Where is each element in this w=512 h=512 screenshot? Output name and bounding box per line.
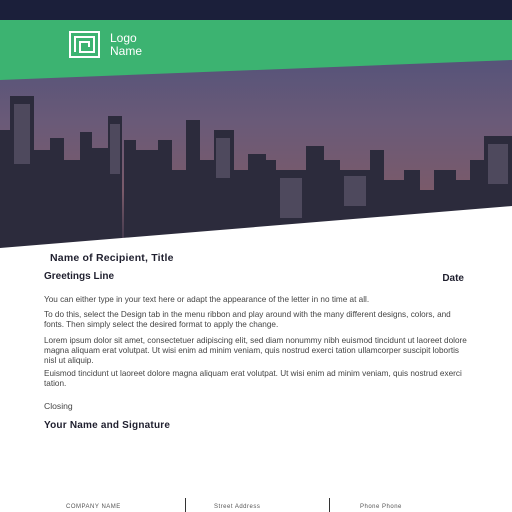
paragraph-4: Euismod tincidunt ut laoreet dolore magna aliquam erat volutpat. Ut wisi enim ad minim veniam, quis nostrud exerci tation. (44, 369, 462, 389)
footer (0, 496, 512, 512)
letter-date: Date (442, 273, 464, 284)
logo-text (110, 32, 142, 58)
footer-divider (185, 498, 186, 512)
paragraph-1: You can either type in your text here or adapt the appearance of the letter in no time at all. (44, 295, 370, 304)
logo (69, 31, 142, 58)
recipient-name: Name of Recipient, Title (50, 252, 174, 264)
footer-company: COMPANY NAME (66, 504, 121, 510)
greetings-line: Greetings Line (44, 271, 115, 282)
signature-line: Your Name and Signature (44, 420, 171, 431)
logo-line-2: Name (110, 43, 143, 58)
maze-logo-icon (69, 31, 100, 58)
footer-phone: Phone Phone (360, 504, 402, 510)
top-dark-bar (0, 0, 512, 20)
footer-address: Street Address (214, 504, 261, 510)
paragraph-3: Lorem ipsum dolor sit amet, consectetuer adipiscing elit, sed diam nonummy nibh euismod tincidunt ut laoreet dolore magna aliquam erat volutpat. Ut wisi enim ad minim veniam, quis nostrud exerci tation ullamcorper suscipit lobortis nisl ut aliquip. (44, 336, 467, 366)
logo-line-1: Logo (110, 30, 137, 45)
paragraph-2: To do this, select the Design tab in the menu ribbon and play around with the many different designs, colors, and fonts. Then simply select the desired format to apply the change. (44, 310, 451, 330)
closing-line: Closing (44, 401, 73, 411)
footer-divider (329, 498, 330, 512)
